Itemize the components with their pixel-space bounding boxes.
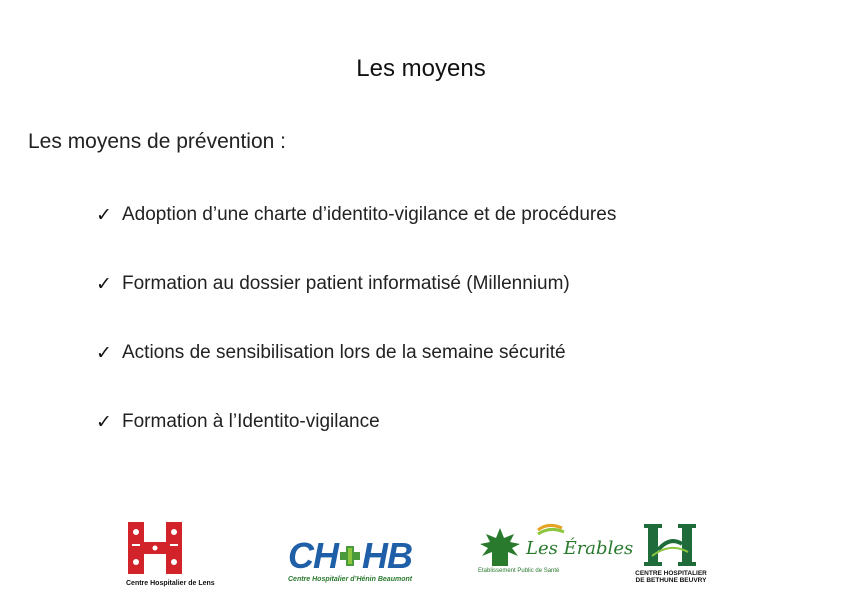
list-item-text: Actions de sensibilisation lors de la semaine sécurité: [122, 342, 566, 363]
henin-initials-right: HB: [362, 535, 412, 576]
lens-h-logo-icon: [126, 520, 186, 576]
slide-title: Les moyens: [356, 55, 486, 82]
henin-caption: Centre Hospitalier d’Hénin Beaumont: [288, 576, 413, 583]
tree-icon: [478, 520, 634, 568]
check-icon: ✓: [96, 412, 112, 433]
logo-les-erables: [478, 520, 634, 574]
erables-caption: Etablissement Public de Santé: [478, 568, 560, 574]
bethune-caption-line2: DE BETHUNE BEUVRY: [635, 577, 707, 584]
bethune-h-logo-icon: [638, 520, 702, 570]
logo-strip: [0, 520, 842, 595]
list-item: [96, 204, 616, 273]
list-item-text: Adoption d’une charte d’identito-vigilance et de procédures: [122, 204, 617, 225]
logo-henin-beaumont: [288, 520, 428, 583]
bullet-list: [96, 204, 616, 480]
check-icon: ✓: [96, 205, 112, 226]
erables-name: Les Érables: [526, 538, 634, 559]
cross-icon: [339, 545, 361, 567]
slide-subtitle: Les moyens de prévention :: [28, 130, 286, 153]
list-item-text: Formation à l’Identito-vigilance: [122, 411, 380, 432]
check-icon: ✓: [96, 274, 112, 295]
check-icon: ✓: [96, 343, 112, 364]
logo-bethune-beuvry: [628, 520, 714, 584]
list-item-text: Formation au dossier patient informatisé (Millennium): [122, 273, 570, 294]
henin-initials-left: CH: [288, 535, 338, 576]
logo-lens: [126, 520, 242, 587]
list-item: [96, 342, 616, 411]
list-item: [96, 411, 616, 480]
list-item: [96, 273, 616, 342]
bethune-caption-line1: CENTRE HOSPITALIER: [635, 570, 707, 577]
lens-caption: Centre Hospitalier de Lens: [126, 580, 215, 587]
